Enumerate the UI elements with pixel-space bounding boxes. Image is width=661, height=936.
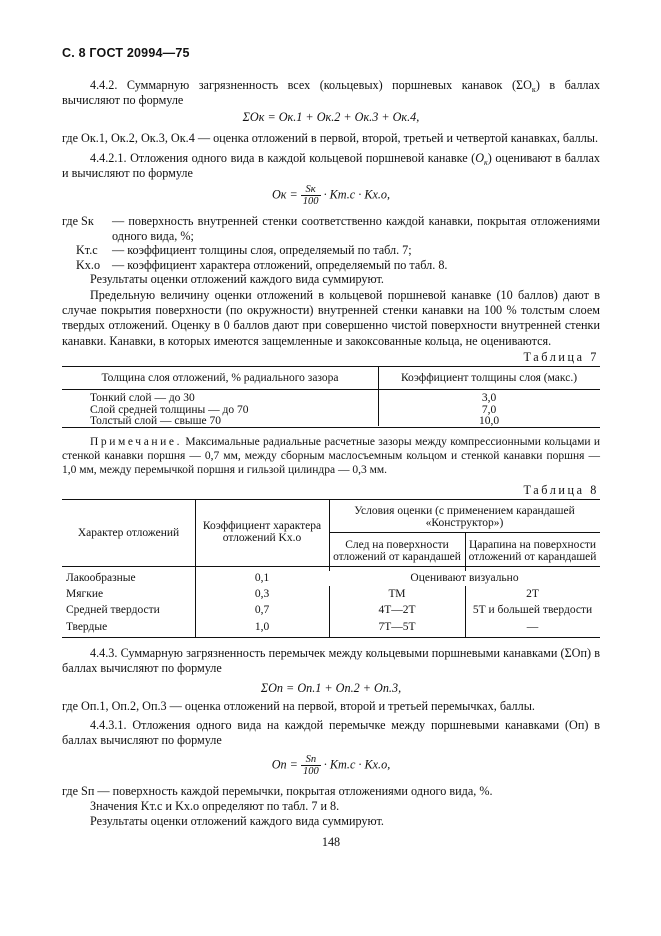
formula-ring-deposit [62,184,600,207]
paragraph-4-4-2 [62,78,600,108]
paragraph-4-4-2-1 [62,151,600,181]
values-line: Значения Kт.с и Kх.о определяют по табл. 7 и 8. [90,799,340,813]
note-head: Примечание. [90,436,183,448]
formula-lhs: Oп = [271,757,298,772]
table7-top-rule [62,366,600,367]
table8-row-scratch: — [526,621,539,633]
table8-col3b-header: Царапина на поверхности отложений от карандашей [468,539,597,563]
table8-row-kind: Средней твердости [66,604,160,616]
formula-rhs: · Kт.с · Kх.о, [323,187,391,202]
table8-col1-header: Характер отложений [77,527,180,539]
table8-bottom-rule [62,637,600,638]
fraction-numerator: Sп [301,754,321,766]
page-number: 148 [321,835,341,849]
formula-sum-lands: ΣOп = Oп.1 + Oп.2 + Oп.3, [260,681,402,695]
paragraph-4-4-2-1-tail: ) оценивают в баллах и вычисляют по формуле [62,151,600,181]
table7-row-label: Слой средней толщины — до 70 [90,404,249,416]
table8-row-trace: 4Т—2Т [378,604,416,616]
table8-row-kind: Твердые [66,621,108,633]
table7-header-rule [62,389,600,390]
paragraph-4-4-2-1-text: 4.4.2.1. Отложения одного вида в каждой кольцевой поршневой канавке ( [90,151,476,165]
formula-lhs: Oк = [271,187,298,202]
fraction-denominator: 100 [302,766,319,777]
subscript: к [531,85,536,94]
table8-row-k: 0,1 [254,572,270,584]
table7-row-label: Тонкий слой — до 30 [90,392,195,404]
table7-bottom-rule [62,427,600,428]
table8-row-trace: ТМ [388,588,406,600]
formula-sum-rings: ΣOк = Oк.1 + Oк.2 + Oк.3 + Oк.4, [242,110,420,124]
table8-row-scratch: 2Т [526,588,539,600]
where-lands: где Oп.1, Oп.2, Oп.3 — оценка отложений на первой, второй и третьей перемычках, баллы. [62,699,535,713]
table8-row-visual: Оценивают визуально [329,571,600,586]
paragraph-max-score: Предельную величину оценки отложений в кольцевой поршневой канавке (10 баллов) дают в случае покрытия поверхности (по окружности) внутренней стенки канавки на 100 % толстым слоем твердых отложений. Оценку в 0 баллов дают при совершенно чистой поверхности внутренней стенки канавки. Канавки, в которых имеются защемленные и закоксованные кольца, не оцениваются. [62,288,600,348]
table7-col1-header: Толщина слоя отложений, % радиального зазора [101,372,339,384]
table7-row-value: 7,0 [481,404,497,416]
results-line-2: Результаты оценки отложений каждого вида суммируют. [90,814,384,828]
table8-caption: Таблица 8 [523,483,599,497]
table8-row-k: 0,7 [254,604,270,616]
table8-row-kind: Лакообразные [66,572,136,584]
fraction-numerator: Sк [301,184,321,196]
symbol-ok: $O_к$ [475,151,488,167]
page-header: С. 8 ГОСТ 20994—75 [62,46,190,60]
legend-text: — поверхность внутренней стенки соответственно каждой канавки, покрытая отложениями одного вида, %; [112,214,600,244]
results-line: Результаты оценки отложений каждого вида суммируют. [90,272,384,286]
fraction-denominator: 100 [302,196,319,207]
table8-col3-header: Условия оценки (с применением карандашей «Конструктор») [354,505,575,529]
table8-col3a-header: След на поверхности отложений от карандашей [333,539,461,563]
legend-text: — коэффициент характера отложений, определяемый по табл. 8. [112,258,448,272]
table7-col2-header: Коэффициент толщины слоя (макс.) [400,372,578,384]
table8-row-k: 1,0 [254,621,270,633]
table8-subheader-rule [329,532,600,533]
paragraph-4-4-2-text: 4.4.2. Суммарную загрязненность всех (кольцевых) поршневых канавок (ΣO [90,78,532,92]
table8-row-scratch: 5Т и большей твердости [472,604,593,616]
fraction [301,184,321,207]
legend-symbol: Kх.о [76,258,101,272]
note-text: Максимальные радиальные расчетные зазоры между компрессионными кольцами и стенкой канавки поршня — 0,7 мм, между сборным маслосъемным кольцом и стенкой канавки поршня — 1,0 мм, между перемычкой поршня и гильзой цилиндра — 0,3 мм. [62,436,600,476]
table8-row-trace: 7Т—5Т [378,621,416,633]
formula-land-deposit [62,754,600,777]
table8-row-kind: Мягкие [66,588,104,600]
note [62,435,600,477]
paragraph-4-4-3-1: 4.4.3.1. Отложения одного вида на каждой перемычке между поршневыми канавками (Oп) в баллах вычисляют по формуле [62,718,600,748]
paragraph-4-4-2-tail: ) в баллах вычисляют по формуле [62,78,600,108]
formula-rhs: · Kт.с · Kх.о, [323,757,391,772]
legend-symbol: где Sк [62,214,94,228]
table8-top-rule [62,499,600,500]
table7-row-value: 3,0 [481,392,497,404]
table7-row-value: 10,0 [478,415,500,427]
legend-text: — коэффициент толщины слоя, определяемый по табл. 7; [112,243,412,257]
table7-caption: Таблица 7 [523,350,599,364]
table8-row-k: 0,3 [254,588,270,600]
where-rings: где Oк.1, Oк.2, Oк.3, Oк.4 — оценка отложений в первой, второй, третьей и четвертой канавках, баллы. [62,131,599,145]
table8-col2-header: Коэффициент характера отложений Kх.о [202,520,322,544]
fraction [301,754,321,777]
legend-symbol: Kт.с [76,243,98,257]
table7-row-label: Толстый слой — свыше 70 [90,415,221,427]
paragraph-4-4-3: 4.4.3. Суммарную загрязненность перемычек между кольцевыми поршневыми канавками (ΣOп) в баллах вычисляют по формуле [62,646,600,676]
where-land: где Sп — поверхность каждой перемычки, покрытая отложениями одного вида, %. [62,784,493,798]
table8-header-rule [62,566,600,567]
